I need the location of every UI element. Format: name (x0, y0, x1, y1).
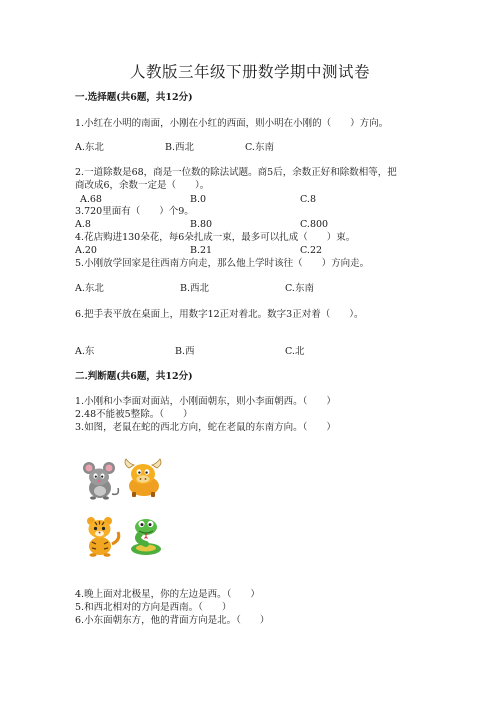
s1-q5-option-b[interactable]: B.西北 (180, 283, 210, 294)
s2-q2-text: 2.48不能被5整除。（ ） (75, 409, 193, 420)
s1-q3-option-b[interactable]: B.80 (190, 219, 213, 230)
mouse-icon (78, 458, 122, 502)
s1-q4-text: 4.花店购进130朵花，每6朵扎成一束，最多可以扎成（ ）束。 (75, 232, 356, 243)
snake-icon (124, 514, 168, 558)
s2-q5-text: 5.和西北相对的方向是西南。（ ） (75, 602, 232, 613)
s1-q5-text: 5.小刚放学回家是往西南方向走，那么他上学时该往（ ）方向走。 (75, 258, 370, 269)
s1-q3-text: 3.720里面有（ ）个9。 (75, 206, 194, 217)
page-title: 人教版三年级下册数学期中测试卷 (129, 63, 370, 81)
s1-q4-option-a[interactable]: A.20 (75, 245, 97, 256)
s2-q1-text: 1.小刚和小李面对面站，小刚面朝东，则小李面朝西。（ ） (75, 396, 336, 407)
section1-heading: 一.选择题(共6题，共12分) (75, 92, 193, 103)
s1-q1-option-c[interactable]: C.东南 (245, 142, 274, 153)
s1-q1-text: 1.小红在小明的南面，小刚在小红的西面，则小明在小刚的（ ）方向。 (75, 118, 389, 129)
s1-q5-option-a[interactable]: A.东北 (75, 283, 104, 294)
s1-q1-option-b[interactable]: B.西北 (165, 142, 195, 153)
s1-q6-text: 6.把手表平放在桌面上，用数字12正对着北。数字3正对着（ ）。 (75, 309, 364, 320)
ox-icon (121, 456, 165, 500)
s1-q5-option-c[interactable]: C.东南 (285, 283, 314, 294)
s1-q6-option-b[interactable]: B.西 (175, 346, 195, 357)
s1-q2-line1: 2.一道除数是68，商是一位数的除法试题。商5后，余数正好和除数相等，把 (75, 167, 397, 178)
s1-q2-option-a[interactable]: A.68 (80, 194, 102, 205)
s1-q2-line2: 商改成6，余数一定是（ ）。 (75, 180, 210, 191)
s1-q2-option-c[interactable]: C.8 (300, 194, 316, 205)
tiger-icon (78, 514, 122, 558)
s1-q4-option-c[interactable]: C.22 (300, 245, 323, 256)
s2-q3-text: 3.如图，老鼠在蛇的西北方向，蛇在老鼠的东南方向。（ ） (75, 422, 336, 433)
s1-q1-option-a[interactable]: A.东北 (75, 142, 104, 153)
s2-q4-text: 4.晚上面对北极星，你的左边是西。（ ） (75, 589, 260, 600)
s1-q6-option-a[interactable]: A.东 (75, 346, 95, 357)
s1-q3-option-c[interactable]: C.800 (300, 219, 329, 230)
s1-q2-option-b[interactable]: B.0 (190, 194, 207, 205)
section2-heading: 二.判断题(共6题，共12分) (75, 371, 193, 382)
s1-q6-option-c[interactable]: C.北 (285, 346, 305, 357)
s1-q4-option-b[interactable]: B.21 (190, 245, 213, 256)
s2-q6-text: 6.小东面朝东方，他的背面方向是北。（ ） (75, 615, 270, 626)
s1-q3-option-a[interactable]: A.8 (75, 219, 91, 230)
